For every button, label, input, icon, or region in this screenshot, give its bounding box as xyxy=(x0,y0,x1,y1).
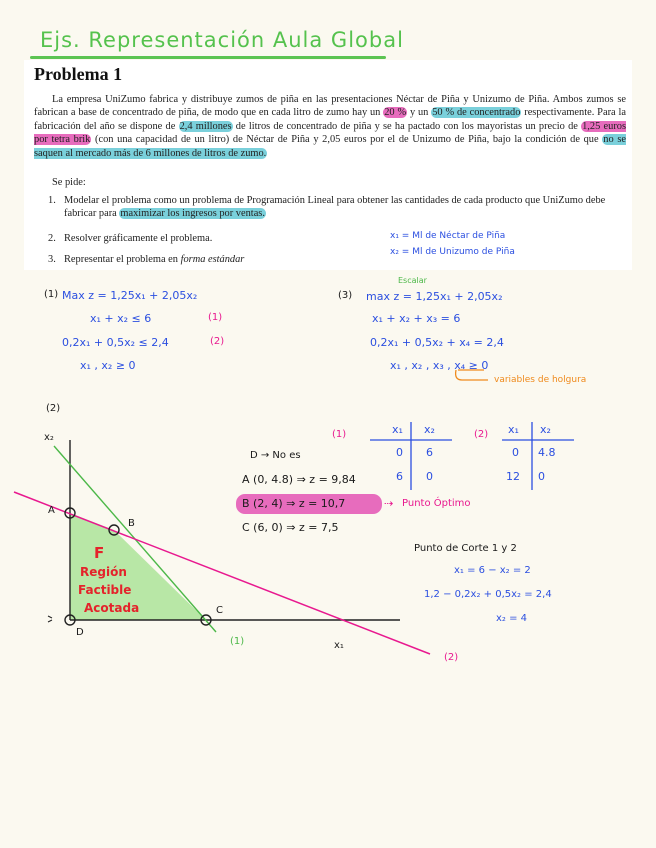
model-constraint-2-tag: (2) xyxy=(210,336,225,347)
table-1-tag: (1) xyxy=(332,429,347,440)
task-text xyxy=(64,253,614,266)
header-underline xyxy=(30,56,386,59)
task-3 xyxy=(48,253,618,267)
highlight-2-4-millones: 2,4 millones xyxy=(179,120,232,132)
model-constraint-2: 0,2x₁ + 0,5x₂ ≤ 2,4 xyxy=(62,336,169,349)
corte-line-1: x₁ = 6 − x₂ = 2 xyxy=(454,565,531,576)
corte-title: Punto de Corte 1 y 2 xyxy=(414,543,517,554)
point-a-label: A xyxy=(48,505,55,516)
task-1 xyxy=(48,194,618,222)
optimal-arrow: ⇢ xyxy=(384,497,394,510)
model-objective: Max z = 1,25x₁ + 2,05x₂ xyxy=(62,289,198,302)
problem-statement xyxy=(24,60,632,270)
region-word-2: Factible xyxy=(78,583,132,597)
point-c-label: C xyxy=(216,605,223,616)
model-constraint-1-tag: (1) xyxy=(208,312,223,323)
standard-escalar-note: Escalar xyxy=(398,276,427,285)
table-2-cell: 0 xyxy=(538,470,545,483)
highlight-20pct: 20 % xyxy=(384,107,407,119)
highlight-50pct: 50 % de concentrado xyxy=(432,107,521,119)
problem-paragraph xyxy=(34,93,626,160)
model-constraint-1: x₁ + x₂ ≤ 6 xyxy=(90,312,152,325)
task-emphasis: forma estándar xyxy=(180,254,245,265)
d-evaluation: D → No es xyxy=(250,450,301,461)
region-word-1: Región xyxy=(80,565,127,579)
task-text: Resolver gráficamente el problema. xyxy=(64,233,213,244)
table-1-cell: 6 xyxy=(426,446,433,459)
region-f: F xyxy=(94,544,105,562)
line-1-tag: (1) xyxy=(230,636,245,647)
table-1-cell: 6 xyxy=(396,470,403,483)
var-def-x1: x₁ = Ml de Néctar de Piña xyxy=(390,231,506,241)
para-text: respectivamente. Para la fabricación del año se dispone de xyxy=(34,107,626,132)
corte-line-3: x₂ = 4 xyxy=(496,613,528,624)
highlight-price-nectar: 1,25 euros por tetra brik xyxy=(34,120,627,146)
task-2 xyxy=(48,232,618,246)
optimal-note: Punto Óptimo xyxy=(402,498,471,509)
task-text xyxy=(64,194,614,221)
para-text: (con una capacidad de un litro) de Néctar de Piña y xyxy=(91,134,323,146)
task-text-main: Modelar el problema como un problema de Programación Lineal para obtener las cantidades de cada producto que UniZumo debe fabricar para xyxy=(64,195,606,220)
line-2-tag: (2) xyxy=(444,652,459,663)
axis-x2-label: x₂ xyxy=(44,432,54,443)
standard-eq-1: x₁ + x₂ + x₃ = 6 xyxy=(372,312,461,325)
graph-label: (2) xyxy=(46,403,61,414)
a-evaluation: A (0, 4.8) ⇒ z = 9,84 xyxy=(242,473,356,486)
var-def-x2: x₂ = Ml de Unizumo de Piña xyxy=(390,247,515,257)
highlight-maximizar: maximizar los ingresos por ventas. xyxy=(120,208,265,220)
point-d-label: D xyxy=(76,627,84,638)
slack-bracket xyxy=(452,368,492,388)
table-2-header-x2: x₂ xyxy=(540,423,551,436)
region-word-3: Acotada xyxy=(84,601,140,615)
task-text-main: Representar el problema en xyxy=(64,254,181,265)
para-text-price-unizumo: 2,05 euros por el de Unizumo de Piña xyxy=(322,134,487,146)
table-1-header-x1: x₁ xyxy=(392,423,403,436)
para-text: , bajo la condición de que xyxy=(486,134,603,146)
task-number: 3. xyxy=(48,254,56,265)
standard-objective: max z = 1,25x₁ + 2,05x₂ xyxy=(366,290,503,303)
para-text: de litros de concentrado de piña y se ha pactado con los mayoristas un precio de xyxy=(232,120,582,132)
para-text: La empresa UniZumo fabrica y distribuye zumos de piña en las presentaciones Néctar de Piña y Unizumo de Piña. Ambos zumos se fabrican a base de concentrado de piña, de modo que en cada litro de zumo hay un xyxy=(34,94,626,119)
corte-line-2: 1,2 − 0,2x₂ + 0,5x₂ = 2,4 xyxy=(424,589,552,600)
c-evaluation: C (6, 0) ⇒ z = 7,5 xyxy=(242,521,339,534)
table-2-cell: 0 xyxy=(512,446,519,459)
table-2-cell: 4.8 xyxy=(538,446,556,459)
task-number: 1. xyxy=(48,195,56,206)
task-number: 2. xyxy=(48,233,56,244)
slack-note: variables de holgura xyxy=(494,375,587,385)
table-1-header-x2: x₂ xyxy=(424,423,435,436)
table-1-cell: 0 xyxy=(396,446,403,459)
highlight-market-limit: no se saquen al mercado más de 6 millones de litros de zumo. xyxy=(34,134,626,159)
table-2-header-x1: x₁ xyxy=(508,423,519,436)
para-text: y un xyxy=(407,107,432,119)
se-pide-label: Se pide: xyxy=(52,177,86,188)
standard-eq-2: 0,2x₁ + 0,5x₂ + x₄ = 2,4 xyxy=(370,336,504,349)
problem-title: Problema 1 xyxy=(34,64,123,84)
standard-nonneg: x₁ , x₂ , x₃ , x₄ ≥ 0 xyxy=(390,359,489,372)
b-evaluation: B (2, 4) ⇒ z = 10,7 xyxy=(242,497,346,510)
table-1-cell: 0 xyxy=(426,470,433,483)
page-header-title: Ejs. Representación Aula Global xyxy=(40,28,404,52)
axis-x1-label: x₁ xyxy=(334,640,344,651)
table-2-cell: 12 xyxy=(506,470,520,483)
point-b-label: B xyxy=(128,518,135,529)
standard-label: (3) xyxy=(338,290,353,301)
table-2-tag: (2) xyxy=(474,429,489,440)
model-nonneg: x₁ , x₂ ≥ 0 xyxy=(80,359,136,372)
model-label: (1) xyxy=(44,289,59,300)
table-1-grid xyxy=(366,420,456,492)
